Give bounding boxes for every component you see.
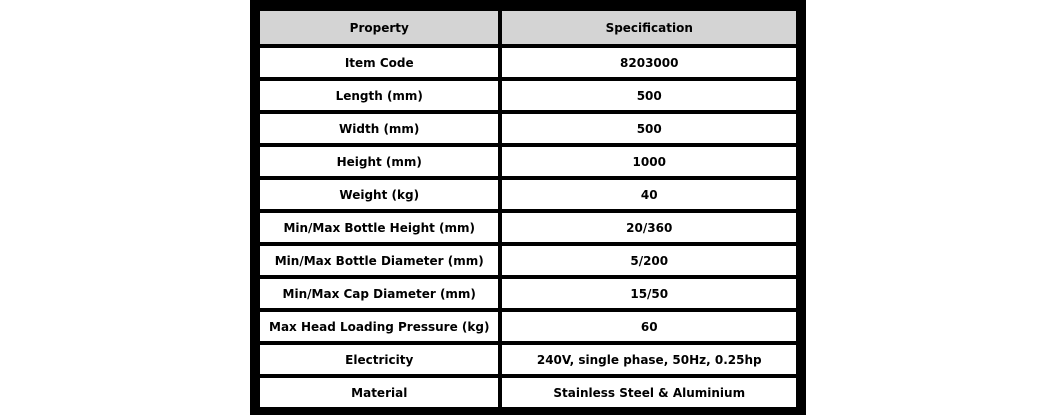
row-property-label: Electricity [258, 343, 500, 376]
header-property: Property [258, 9, 500, 46]
table-row [258, 310, 798, 343]
row-spec-value: 8203000 [500, 46, 798, 79]
row-spec-value: 5/200 [500, 244, 798, 277]
table-row [258, 79, 798, 112]
row-property-label: Min/Max Bottle Diameter (mm) [258, 244, 500, 277]
row-spec-value: 240V, single phase, 50Hz, 0.25hp [500, 343, 798, 376]
row-property-label: Item Code [258, 46, 500, 79]
row-spec-value: 40 [500, 178, 798, 211]
table-row [258, 112, 798, 145]
table-row [258, 244, 798, 277]
table-row [258, 277, 798, 310]
row-property-label: Weight (kg) [258, 178, 500, 211]
header-specification: Specification [500, 9, 798, 46]
table-row [258, 46, 798, 79]
row-property-label: Height (mm) [258, 145, 500, 178]
row-spec-value: 20/360 [500, 211, 798, 244]
row-property-label: Length (mm) [258, 79, 500, 112]
spec-table [258, 9, 798, 409]
row-spec-value: 60 [500, 310, 798, 343]
table-row [258, 145, 798, 178]
row-property-label: Material [258, 376, 500, 409]
row-property-label: Min/Max Bottle Height (mm) [258, 211, 500, 244]
table-header-row [258, 9, 798, 46]
row-property-label: Min/Max Cap Diameter (mm) [258, 277, 500, 310]
table-row [258, 376, 798, 409]
row-property-label: Width (mm) [258, 112, 500, 145]
row-spec-value: 500 [500, 79, 798, 112]
table-row [258, 343, 798, 376]
row-spec-value: 1000 [500, 145, 798, 178]
row-property-label: Max Head Loading Pressure (kg) [258, 310, 500, 343]
spec-table-frame [250, 0, 806, 415]
table-row [258, 178, 798, 211]
row-spec-value: Stainless Steel & Aluminium [500, 376, 798, 409]
row-spec-value: 500 [500, 112, 798, 145]
row-spec-value: 15/50 [500, 277, 798, 310]
table-row [258, 211, 798, 244]
